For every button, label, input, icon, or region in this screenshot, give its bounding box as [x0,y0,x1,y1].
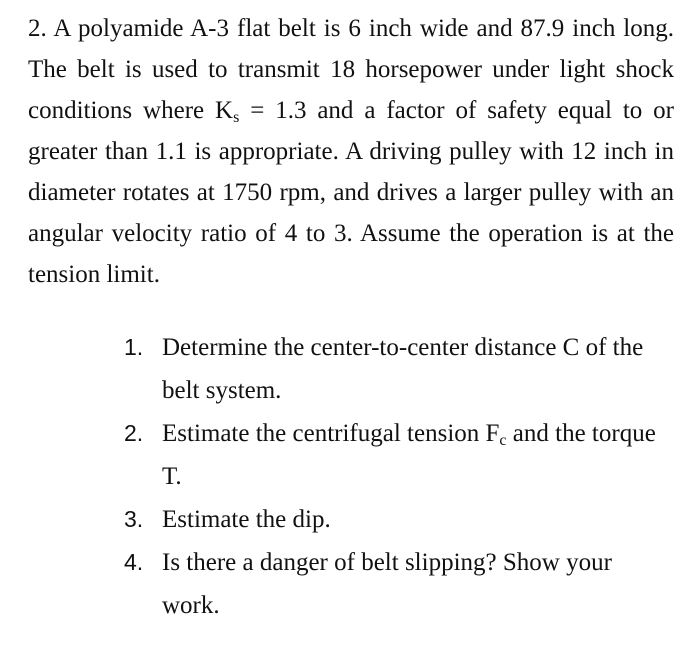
question-text-after: and the torque T. [162,420,656,490]
question-number: 4. [124,549,144,575]
question-item [120,326,665,412]
question-list [120,326,665,627]
fc-subscript: c [499,432,507,449]
question-text: Determine the center-to-center distance C of the belt system. [162,334,644,404]
question-text-before: Estimate the centrifugal tension F [162,420,500,447]
question-number: 2. [124,420,144,446]
question-item [120,498,665,541]
question-number: 3. [124,506,144,532]
problem-lead: 2. A polyamide A-3 flat belt is 6 inch wide and 87.9 inch long. The belt is used to transmit 18 horsepower under light shock conditions where K [28,15,674,124]
problem-tail: = 1.3 and a factor of safety equal to or greater than 1.1 is appropriate. A driving pulley with 12 inch in diameter rotates at 1750 rpm, and drives a larger pulley with an angular velocity ratio of 4 to 3. Assume the operation is at the tension limit. [28,97,674,288]
question-text: Estimate the dip. [162,506,331,533]
question-text: Is there a danger of belt slipping? Show your work. [162,549,612,619]
question-item [120,412,665,498]
problem-statement [28,8,674,295]
ks-subscript: s [233,109,240,126]
question-item [120,541,665,627]
question-number: 1. [124,334,144,360]
